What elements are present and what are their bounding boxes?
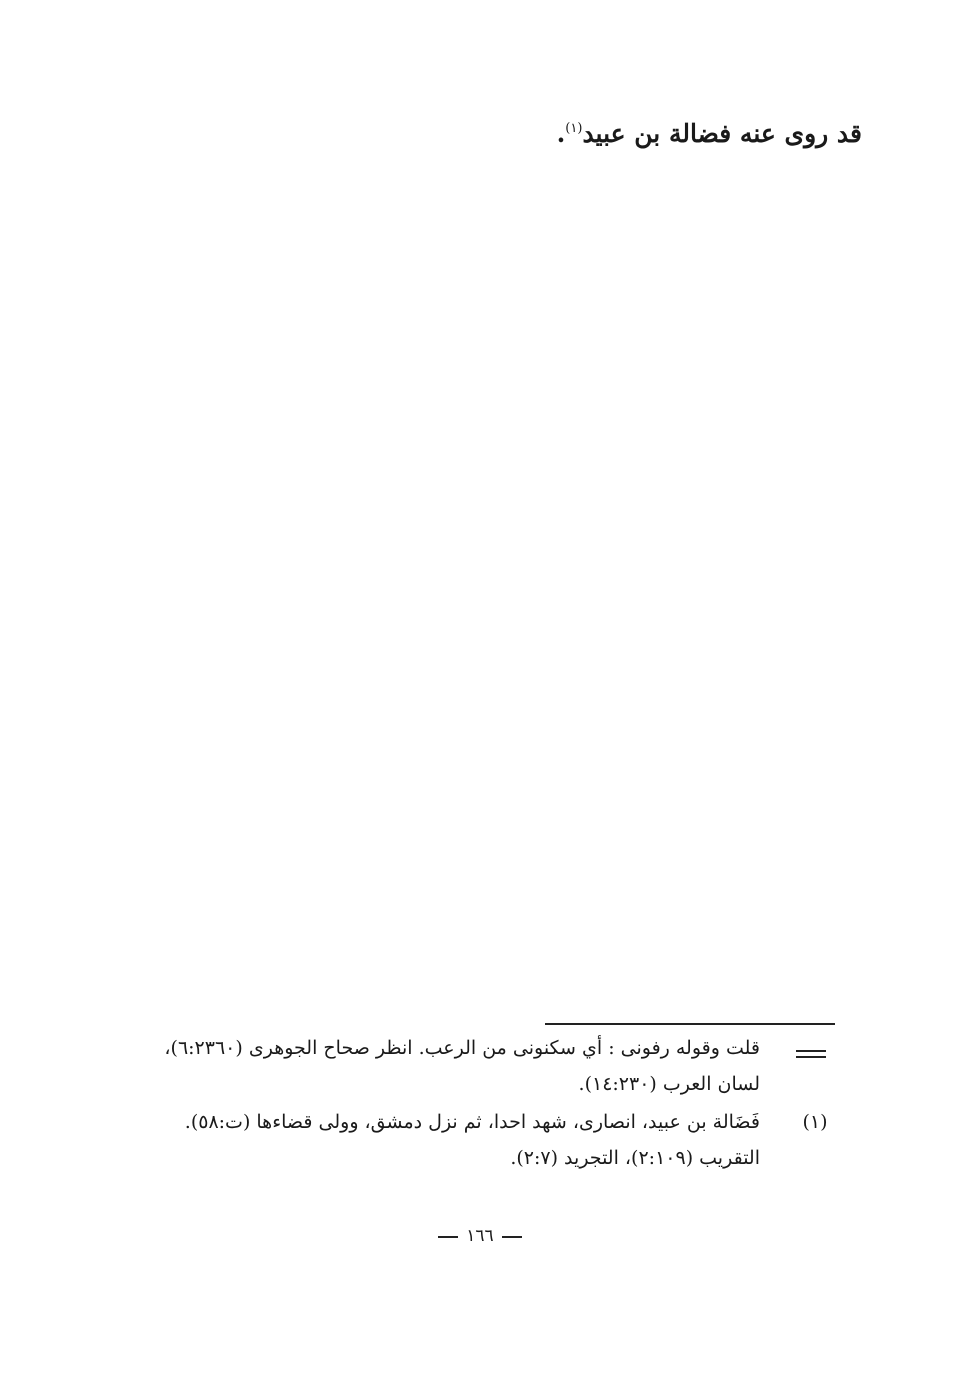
page-number-text: ١٦٦ (466, 1226, 494, 1246)
footnote-separator (545, 1023, 835, 1025)
footnote-line: التقريب (٢:١٠٩)، التجريد (٢:٧). (510, 1147, 760, 1169)
footnote-reference: (١) (565, 121, 583, 136)
dash-decoration (502, 1236, 522, 1238)
footnote-marker: (١) (802, 1111, 828, 1133)
page-number (0, 1226, 960, 1246)
footnote-continued (80, 1030, 840, 1102)
continuation-marker (796, 1050, 826, 1058)
sentence-end: . (556, 119, 566, 148)
footnotes (80, 1030, 840, 1176)
body-sentence: قد روى عنه فضالة بن عبيد (582, 119, 862, 148)
footnote-line: قلت وقوله رفونى : أي سكنونى من الرعب. انظر صحاح الجوهرى (٦:٢٣٦٠)، (164, 1037, 760, 1059)
body-text (102, 104, 862, 159)
footnote-line: فَضَالة بن عبيد، انصارى، شهد احدا، ثم نزل دمشق، وولى قضاءها (ت:٥٨). (184, 1111, 760, 1133)
footnote-1 (80, 1104, 840, 1176)
dash-decoration (438, 1236, 458, 1238)
footnote-line: لسان العرب (١٤:٢٣٠). (578, 1073, 760, 1095)
